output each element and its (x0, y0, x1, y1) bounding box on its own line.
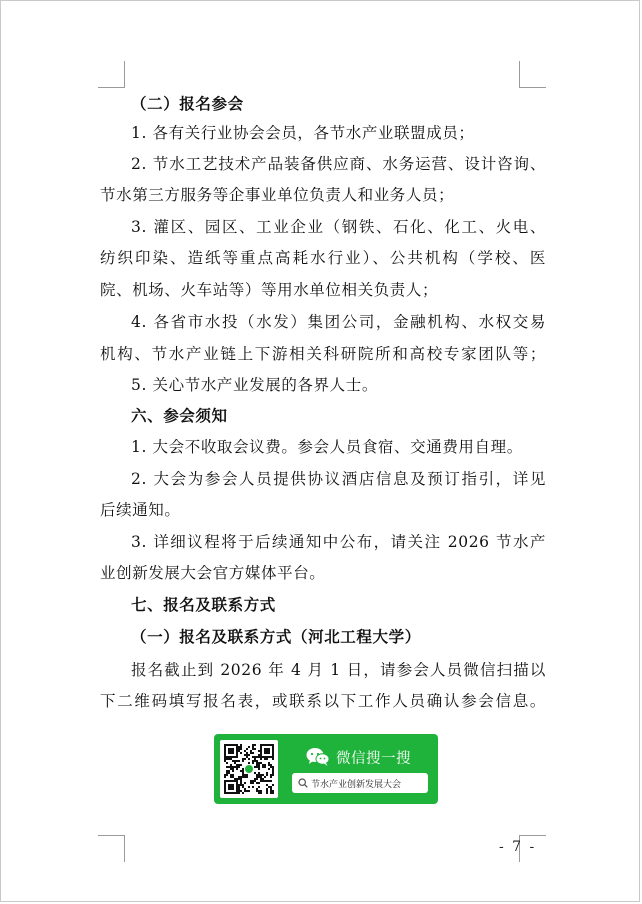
paragraph-line: 4. 各省市水投（水发）集团公司，金融机构、水权交易 (131, 313, 546, 331)
page-number: - 7 - (499, 839, 537, 855)
paragraph-line: 报名截止到 2026 年 4 月 1 日，请参会人员微信扫描以 (131, 661, 546, 679)
wechat-search-box[interactable] (292, 773, 428, 793)
paragraph-line: 5. 关心节水产业发展的各界人士。 (131, 376, 378, 394)
paragraph-line: 下二维码填写报名表，或联系以下工作人员确认参会信息。 (100, 692, 546, 710)
paragraph-line: 节水第三方服务等企事业单位负责人和业务人员； (100, 186, 455, 204)
wechat-search-header (306, 746, 411, 768)
section-heading: 七、报名及联系方式 (131, 596, 276, 614)
paragraph-line: 纺织印染、造纸等重点高耗水行业）、公共机构（学校、医 (100, 249, 546, 267)
paragraph-line: 2. 大会为参会人员提供协议酒店信息及预订指引，详见 (131, 470, 546, 488)
qr-code[interactable] (220, 740, 278, 798)
paragraph-line: 机构、节水产业链上下游相关科研院所和高校专家团队等； (100, 345, 546, 363)
paragraph-line: 3. 详细议程将于后续通知中公布，请关注 2026 节水产 (131, 533, 546, 551)
crop-mark-top-left (98, 61, 125, 88)
wechat-search-query: 节水产业创新发展大会 (311, 779, 402, 790)
paragraph-line: 2. 节水工艺技术产品装备供应商、水务运营、设计咨询、 (131, 155, 546, 173)
wechat-search-title: 微信搜一搜 (336, 750, 411, 767)
crop-mark-top-right (519, 61, 546, 88)
paragraph-line: 1. 大会不收取会议费。参会人员食宿、交通费用自理。 (131, 438, 523, 456)
section-heading: （一）报名及联系方式（河北工程大学） (131, 628, 421, 646)
paragraph-line: 业创新发展大会官方媒体平台。 (100, 564, 326, 582)
search-icon (298, 778, 308, 788)
paragraph-line: 院、机场、火车站等）等用水单位相关负责人； (100, 281, 439, 299)
paragraph-line: 1. 各有关行业协会会员，各节水产业联盟成员； (131, 124, 475, 142)
crop-mark-bottom-left (98, 835, 125, 862)
section-heading: 六、参会须知 (131, 407, 228, 425)
wechat-search-banner[interactable] (214, 734, 438, 804)
section-heading: （二）报名参会 (131, 95, 244, 113)
wechat-icon (306, 747, 330, 767)
paragraph-line: 3. 灌区、园区、工业企业（钢铁、石化、化工、火电、 (131, 218, 546, 236)
paragraph-line: 后续通知。 (100, 501, 181, 519)
